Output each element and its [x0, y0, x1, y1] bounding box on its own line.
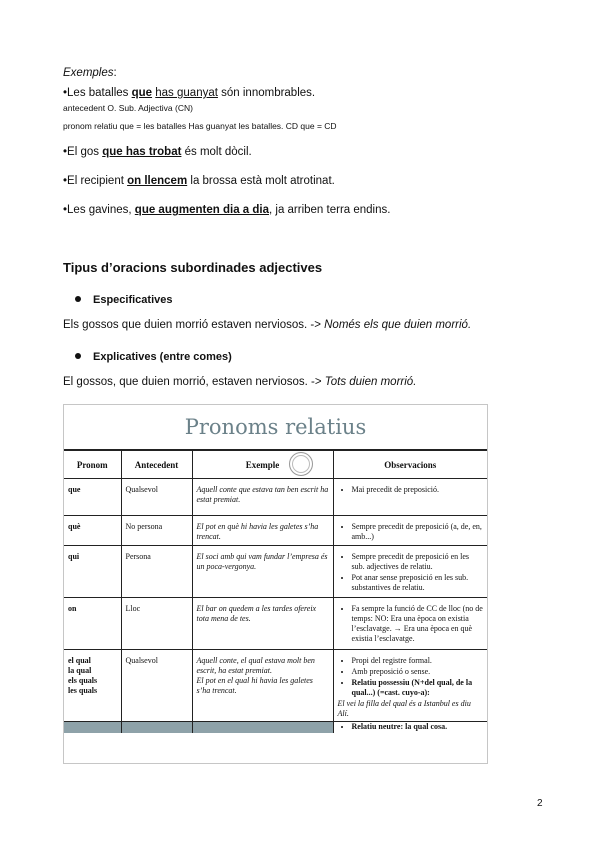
observation-item: • Amb preposició o sense. [352, 667, 484, 677]
section-title: Tipus d’oracions subordinades adjectives [63, 260, 323, 275]
explicatives-example: El gossos, que duien morrió, estaven nerviosos. -> Tots duien morrió. [63, 376, 417, 388]
pronom-cell: què [64, 516, 121, 546]
observation-item: • Relatiu neutre: la qual cosa. [352, 722, 484, 732]
observations-cell [333, 650, 487, 722]
observations-cell [333, 479, 487, 516]
observation-item: • Sempre precedit de preposició (a, de, en, amb...) [352, 522, 484, 542]
observation-item: • Propi del registre formal. [352, 656, 484, 666]
example-1: •Les batalles que has guanyat són innombrables. [63, 87, 316, 99]
table-row [64, 650, 487, 722]
observations-cell [333, 516, 487, 546]
bullet-icon [75, 296, 81, 302]
example-cell: Aquell conte que estava tan ben escrit ha estat premiat. [192, 479, 333, 516]
header-cell: Pronom [64, 450, 121, 479]
footer-cell [64, 722, 121, 734]
observations-cell [333, 546, 487, 598]
antecedent-cell: Persona [121, 546, 192, 598]
table-header-row [64, 450, 487, 479]
table-row [64, 516, 487, 546]
header-cell: Exemple [192, 450, 333, 479]
observation-extra: El vei la filla del qual és a Istanbul es diu Alí. [337, 699, 471, 718]
table-title: Pronoms relatius [184, 415, 367, 439]
footer-cell [192, 722, 333, 734]
header-cell: Observacions [333, 450, 487, 479]
relative-pronouns-table [63, 404, 488, 764]
specificatives-bullet: Especificatives [75, 290, 173, 308]
pronouns-grid [64, 449, 487, 733]
table-row [64, 546, 487, 598]
observations-cell [333, 598, 487, 650]
footer-cell [333, 722, 487, 734]
table-row [64, 598, 487, 650]
observation-item: • Sempre precedit de preposició en les sub. adjectives de relatiu. [352, 552, 484, 572]
pronom-cell: el qual la qual els quals les quals [64, 650, 121, 722]
example-2: •El gos que has trobat és molt dòcil. [63, 146, 252, 158]
observation-item: • Relatiu possessiu (N+del qual, de la qual...) (=cast. cuyo-a): [352, 678, 484, 698]
observation-item: • Pot anar sense preposició en les sub. substantives de relatiu. [352, 573, 484, 593]
antecedent-cell: No persona [121, 516, 192, 546]
specificatives-example: Els gossos que duien morrió estaven nerviosos. -> Només els que duien morrió. [63, 319, 472, 331]
antecedent-cell: Qualsevol [121, 650, 192, 722]
example-1-note-a: antecedent O. Sub. Adjectiva (CN) [63, 103, 193, 113]
example-3: •El recipient on llencem la brossa està molt atrotinat. [63, 175, 335, 187]
table-row [64, 479, 487, 516]
pronom-cell: qui [64, 546, 121, 598]
antecedent-cell: Qualsevol [121, 479, 192, 516]
explicatives-bullet: Explicatives (entre comes) [75, 347, 232, 365]
antecedent-cell: Lloc [121, 598, 192, 650]
example-cell: El soci amb qui vam fundar l’empresa és un poca-vergonya. [192, 546, 333, 598]
example-cell: El pot en què hi havia les galetes s’ha trencat. [192, 516, 333, 546]
pronom-cell: que [64, 479, 121, 516]
example-cell: Aquell conte, el qual estava molt ben escrit, ha estat premiat. El pot en el qual hi havia les galetes s’ha trencat. [192, 650, 333, 722]
example-4: •Les gavines, que augmenten dia a dia, ja arriben terra endins. [63, 204, 391, 216]
observation-item: • Mai precedit de preposició. [352, 485, 484, 495]
example-1-note-b: pronom relatiu que = les batalles Has guanyat les batalles. CD que = CD [63, 121, 337, 131]
example-cell: El bar on quedem a les tardes ofereix tota mena de tes. [192, 598, 333, 650]
page-number: 2 [537, 798, 543, 809]
header-cell: Antecedent [121, 450, 192, 479]
table-footer-row [64, 722, 487, 734]
bullet-icon [75, 353, 81, 359]
observation-item: • Fa sempre la funció de CC de lloc (no de temps: NO: Era una època on existia l’esclavatge. → Era una època en què existia l’esclavatge. [352, 604, 484, 644]
footer-cell [121, 722, 192, 734]
pronom-cell: on [64, 598, 121, 650]
examples-heading: Exemples: [63, 67, 117, 79]
